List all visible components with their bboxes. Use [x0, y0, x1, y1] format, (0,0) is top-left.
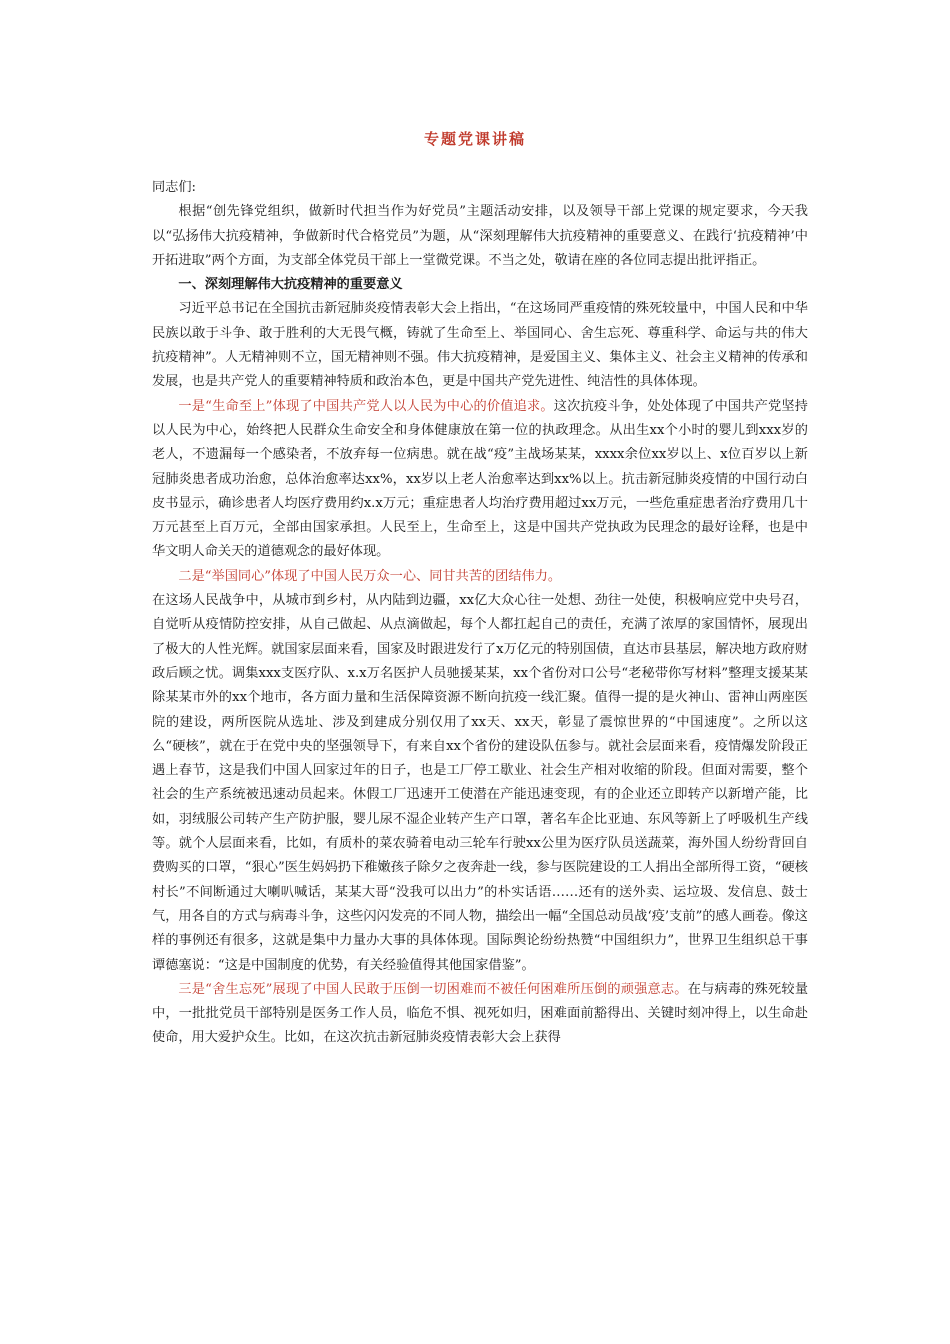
point1-text: 这次抗疫斗争，处处体现了中国共产党坚持以人民为中心，始终把人民群众生命安全和身体健康放在第一位的执政理念。从出生xx个小时的婴儿到xxx岁的老人，不遗漏每一个感染者，不放弃每一位病患。就在战“疫”主战场某某，xxxx余位xx岁以上、x位百岁以上新冠肺炎患者成功治愈，总体治愈率达xx%，xx岁以上老人治愈率达到xx%以上。抗击新冠肺炎疫情的中国行动白皮书显示，确诊患者人均医疗费用约x.x万元；重症患者人均治疗费用超过xx万元，一些危重症患者治疗费用几十万元甚至上百万元，全部由国家承担。人民至上，生命至上，这是中国共产党执政为民理念的最好诠释，也是中华文明人命关天的道德观念的最好体现。	[152, 398, 808, 560]
point3-heading: 三是“舍生忘死”展现了中国人民敢于压倒一切困难而不被任何困难所压倒的顽强意志。	[178, 981, 688, 997]
point1-heading: 一是“生命至上”体现了中国共产党人以人民为中心的价值追求。	[178, 398, 554, 414]
section-heading-1: 一、深刻理解伟大抗疫精神的重要意义	[178, 277, 403, 293]
point1-paragraph	[152, 395, 808, 565]
page-title: 专题党课讲稿	[423, 130, 526, 148]
point3-paragraph	[152, 978, 808, 1051]
section1-paragraph: 习近平总书记在全国抗击新冠肺炎疫情表彰大会上指出，“在这场同严重疫情的殊死较量中，中国人民和中华民族以敢于斗争、敢于胜利的大无畏气概，铸就了生命至上、举国同心、舍生忘死、尊重科学、命运与共的伟大抗疫精神”。人无精神则不立，国无精神则不强。伟大抗疫精神，是爱国主义、集体主义、社会主义精神的传承和发展，也是共产党人的重要精神特质和政治本色，更是中国共产党先进性、纯洁性的具体体现。	[152, 301, 808, 390]
point3-text: 在与病毒的殊死较量中，一批批党员干部特别是医务工作人员，临危不惧、视死如归，困难面前豁得出、关键时刻冲得上，以生命赴使命，用大爱护众生。比如，在这次抗击新冠肺炎疫情表彰大会上获得	[152, 981, 809, 1046]
point2-heading: 二是“举国同心”体现了中国人民万众一心、同甘共苦的团结伟力。	[178, 568, 562, 584]
point2-paragraph: 在这场人民战争中，从城市到乡村，从内陆到边疆，xx亿大众心往一处想、劲往一处使，积极响应党中央号召，自觉听从疫情防控安排，从自己做起、从点滴做起，每个人都扛起自己的责任，充满了浓厚的家国情怀，展现出了极大的人性光辉。就国家层面来看，国家及时跟进发行了x万亿元的特别国债，直达市县基层，解决地方政府财政后顾之忧。调集xxx支医疗队、x.x万名医护人员驰援某某，xx个省份对口公号“老秘带你写材料”整理支援某某除某某市外的xx个地市，各方面力量和生活保障资源不断向抗疫一线汇聚。值得一提的是火神山、雷神山两座医院的建设，两所医院从选址、涉及到建成分别仅用了xx天、xx天，彰显了震惊世界的“中国速度”。之所以这么“硬核”，就在于在党中央的坚强领导下，有来自xx个省份的建设队伍参与。就社会层面来看，疫情爆发阶段正遇上春节，这是我们中国人回家过年的日子，也是工厂停工歇业、社会生产相对收缩的阶段。但面对需要，整个社会的生产系统被迅速动员起来。休假工厂迅速开工使潜在产能迅速变现，有的企业还立即转产以新增产能，比如，羽绒服公司转产生产防护服，婴儿尿不湿企业转产生产口罩，著名车企比亚迪、东风等新上了呼吸机生产线等。就个人层面来看，比如，有质朴的菜农骑着电动三轮车行驶xx公里为医疗队员送蔬菜，海外国人纷纷背回自费购买的口罩，“狠心”医生妈妈扔下稚嫩孩子除夕之夜奔赴一线，参与医院建设的工人捐出全部所得工资，“硬核村长”不间断通过大喇叭喊话，某某大哥“没我可以出力”的朴实话语……还有的送外卖、运垃圾、发信息、鼓士气，用各自的方式与病毒斗争，这些闪闪发亮的不同人物，描绘出一幅“全国总动员战‘疫’支前”的感人画卷。像这样的事例还有很多，这就是集中力量办大事的具体体现。国际舆论纷纷热赞“中国组织力”，世界卫生组织总干事谭德塞说：“这是中国制度的优势，有关经验值得其他国家借鉴”。	[152, 593, 808, 973]
greeting: 同志们:	[152, 180, 197, 195]
document-body	[152, 176, 808, 1051]
intro-paragraph: 根据“创先锋党组织，做新时代担当作为好党员”主题活动安排，以及领导干部上党课的规定要求，今天我以“弘扬伟大抗疫精神，争做新时代合格党员”为题，从“深刻理解伟大抗疫精神的重要意义、在践行‘抗疫精神’中开拓进取”两个方面，为支部全体党员干部上一堂微党课。不当之处，敬请在座的各位同志提出批评指正。	[152, 204, 808, 268]
